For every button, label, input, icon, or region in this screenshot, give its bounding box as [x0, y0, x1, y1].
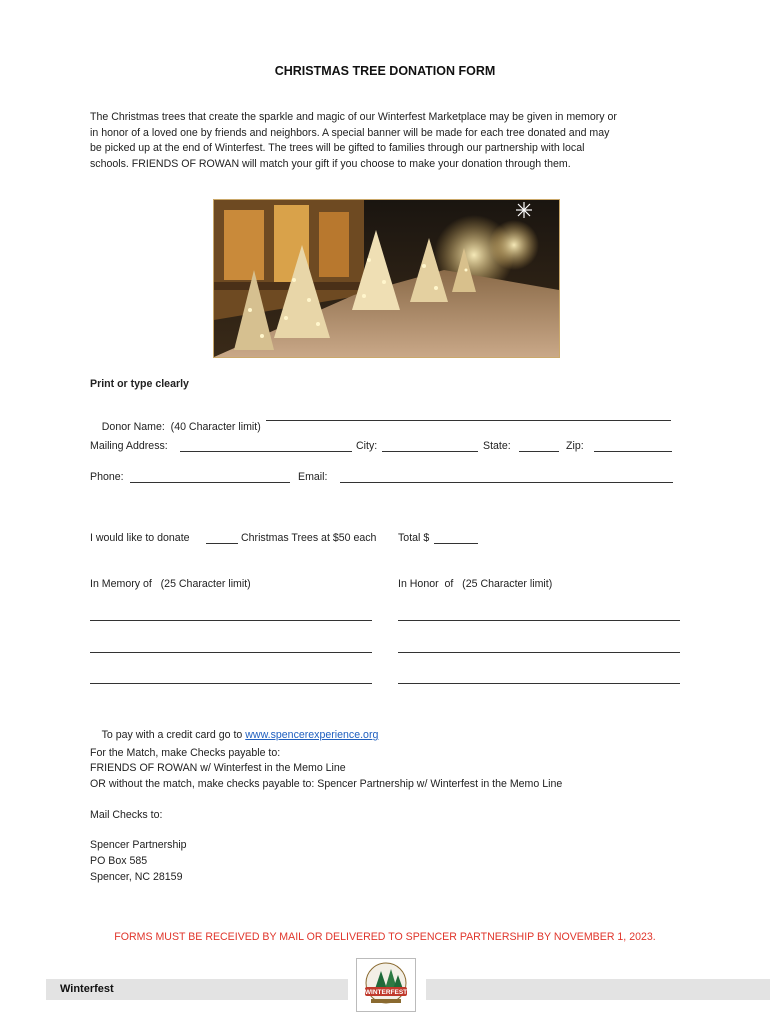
address-line-2: PO Box 585 [90, 855, 148, 867]
total-field[interactable] [434, 543, 478, 544]
in-memory-line[interactable] [90, 652, 372, 653]
tree-quantity-field[interactable] [206, 543, 238, 544]
winterfest-logo [356, 958, 416, 1012]
address-line-3: Spencer, NC 28159 [90, 871, 183, 883]
match-line-2: FRIENDS OF ROWAN w/ Winterfest in the Memo Line [90, 762, 346, 774]
phone-label: Phone: [90, 471, 124, 483]
spencer-experience-link[interactable]: www.spencerexperience.org [245, 729, 379, 741]
logo-text: WINTERFEST [364, 989, 408, 996]
city-label: City: [356, 440, 378, 452]
form-title: CHRISTMAS TREE DONATION FORM [274, 64, 496, 78]
match-line-1: For the Match, make Checks payable to: [90, 747, 281, 759]
donor-name-label: Donor Name: (40 Character limit) [101, 421, 261, 433]
footer-bar-right [426, 979, 770, 1000]
mail-checks-label: Mail Checks to: [90, 809, 163, 821]
deadline-notice: FORMS MUST BE RECEIVED BY MAIL OR DELIVERED TO SPENCER PARTNERSHIP BY NOVEMBER 1, 2023. [114, 931, 656, 943]
donate-prefix: I would like to donate [90, 532, 190, 544]
intro-line: The Christmas trees that create the sparkle and magic of our Winterfest Marketplace may be given in memory or [90, 111, 617, 123]
donate-middle: Christmas Trees at $50 each [241, 532, 377, 544]
phone-field[interactable] [130, 482, 290, 483]
in-memory-line[interactable] [90, 620, 372, 621]
in-memory-label: In Memory of (25 Character limit) [90, 578, 251, 590]
christmas-trees-photo [213, 199, 560, 358]
print-instruction: Print or type clearly [90, 378, 189, 390]
in-honor-line[interactable] [398, 652, 680, 653]
zip-field[interactable] [594, 451, 672, 452]
credit-card-text: To pay with a credit card go to [101, 729, 243, 741]
in-honor-line[interactable] [398, 620, 680, 621]
intro-paragraph [90, 110, 690, 172]
address-line-1: Spencer Partnership [90, 839, 187, 851]
zip-label: Zip: [566, 440, 584, 452]
footer-label: Winterfest [60, 983, 114, 995]
donor-name-field[interactable] [266, 420, 671, 421]
in-honor-line[interactable] [398, 683, 680, 684]
email-field[interactable] [340, 482, 673, 483]
state-field[interactable] [519, 451, 559, 452]
mailing-address-label: Mailing Address: [90, 440, 168, 452]
state-label: State: [483, 440, 511, 452]
in-honor-label: In Honor of (25 Character limit) [398, 578, 553, 590]
match-line-3: OR without the match, make checks payable to: Spencer Partnership w/ Winterfest in the Memo Line [90, 778, 563, 790]
total-label: Total $ [398, 532, 430, 544]
intro-line: schools. FRIENDS OF ROWAN will match your gift if you choose to make your donation through them. [90, 157, 571, 170]
intro-line: in honor of a loved one by friends and neighbors. A special banner will be made for each tree donated and may [90, 126, 610, 139]
in-memory-line[interactable] [90, 683, 372, 684]
email-label: Email: [298, 471, 328, 483]
intro-line: be picked up at the end of Winterfest. The trees will be gifted to families through our partnership with local [90, 142, 585, 155]
city-field[interactable] [382, 451, 478, 452]
mailing-address-field[interactable] [180, 451, 352, 452]
